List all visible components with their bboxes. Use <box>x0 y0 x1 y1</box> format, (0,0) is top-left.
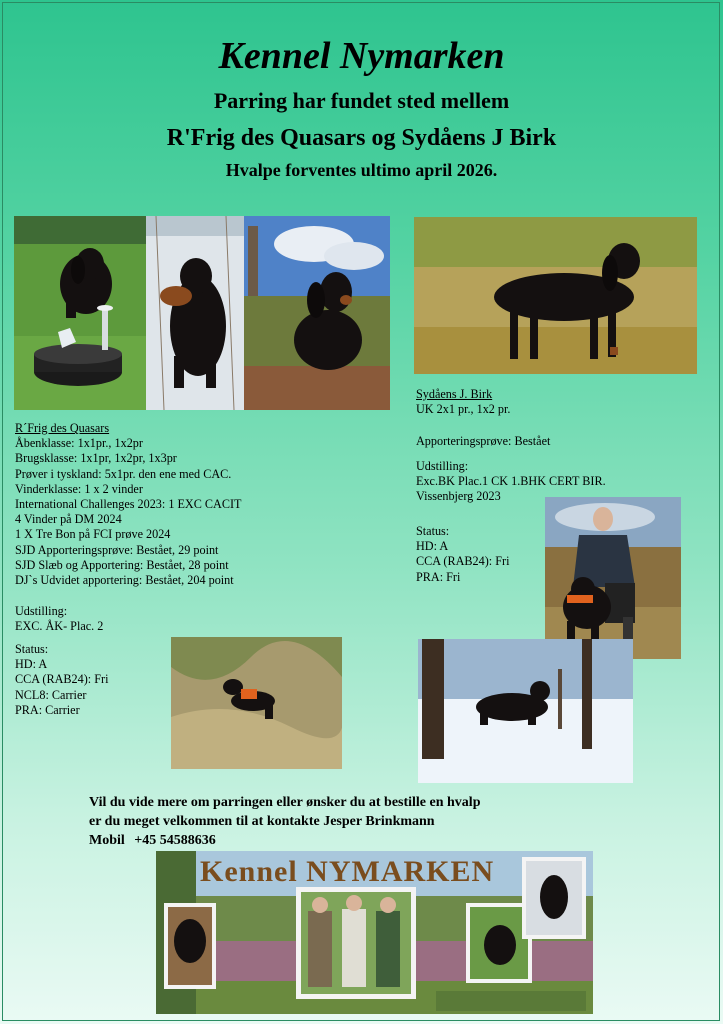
male-status-item: PRA: Fri <box>416 569 461 584</box>
female-show-value: EXC. ÅK- Plac. 2 <box>15 619 104 634</box>
female-line: DJ`s Udvidet apportering: Bestået, 204 point <box>15 573 234 588</box>
male-show-line: Exc.BK Plac.1 CK 1.BHK CERT BIR. <box>416 474 606 489</box>
photo-male-owner <box>545 497 681 659</box>
male-uk: UK 2x1 pr., 1x2 pr. <box>416 402 511 417</box>
contact-line: Vil du vide mere om parringen eller ønsker du at bestille en hvalp <box>89 795 481 810</box>
photo-female-pheasant <box>146 216 244 410</box>
kennel-banner <box>156 851 593 1014</box>
female-show-label: Udstilling: <box>15 604 68 618</box>
male-status-item: HD: A <box>416 539 449 554</box>
female-line: Åbenklasse: 1x1pr., 1x2pr <box>15 436 143 451</box>
female-line: SJD Slæb og Apportering: Bestået, 28 point <box>15 557 229 572</box>
contact-phone-row <box>89 831 481 850</box>
male-status-item: CCA (RAB24): Fri <box>416 554 510 569</box>
female-show <box>15 604 103 634</box>
photo-male-grass <box>414 217 697 374</box>
male-info <box>416 387 510 417</box>
subtitle-pair: R'Frig des Quasars og Sydåens J Birk <box>166 125 557 151</box>
female-line: 4 Vinder på DM 2024 <box>15 512 122 527</box>
photo-female-heath <box>244 216 390 410</box>
phone-label: Mobil <box>89 833 125 848</box>
female-name: R´Frig des Quasars <box>15 421 110 435</box>
female-info <box>15 421 241 588</box>
male-status-label: Status: <box>416 524 450 538</box>
photo-male-snow <box>418 639 633 783</box>
female-line: International Challenges 2023: 1 EXC CACIT <box>15 497 242 512</box>
banner-title: Kennel NYMARKEN <box>200 855 495 888</box>
contact-block <box>89 793 481 850</box>
male-name: Sydåens J. Birk <box>416 387 493 401</box>
female-line: 1 X Tre Bon på FCI prøve 2024 <box>15 527 171 542</box>
female-status-item: CCA (RAB24): Fri <box>15 672 109 687</box>
female-status-item: HD: A <box>15 657 48 672</box>
subtitle-mating: Parring har fundet sted mellem <box>213 88 510 113</box>
female-line: Vinderklasse: 1 x 2 vinder <box>15 481 143 496</box>
male-status <box>416 524 509 585</box>
female-line: Prøver i tyskland: 5x1pr. den ene med CAC. <box>15 466 232 481</box>
phone-number: +45 54588636 <box>134 833 216 848</box>
male-retrieve: Apporteringsprøve: Bestået <box>416 434 551 448</box>
female-status <box>15 642 108 718</box>
female-status-item: PRA: Carrier <box>15 702 80 717</box>
male-show-label: Udstilling: <box>416 459 469 473</box>
contact-line: er du meget velkommen til at kontakte Jesper Brinkmann <box>89 814 435 829</box>
female-status-label: Status: <box>15 642 49 656</box>
female-line: SJD Apporteringsprøve: Bestået, 29 point <box>15 542 219 557</box>
photo-female-trophy <box>14 216 146 410</box>
photo-female-tall-grass <box>171 637 342 769</box>
female-status-item: NCL8: Carrier <box>15 687 87 702</box>
male-show-line: Vissenbjerg 2023 <box>416 489 501 504</box>
subtitle-expected: Hvalpe forventes ultimo april 2026. <box>225 160 498 180</box>
page-title: Kennel Nymarken <box>218 35 505 77</box>
female-line: Brugsklasse: 1x1pr, 1x2pr, 1x3pr <box>15 451 177 466</box>
